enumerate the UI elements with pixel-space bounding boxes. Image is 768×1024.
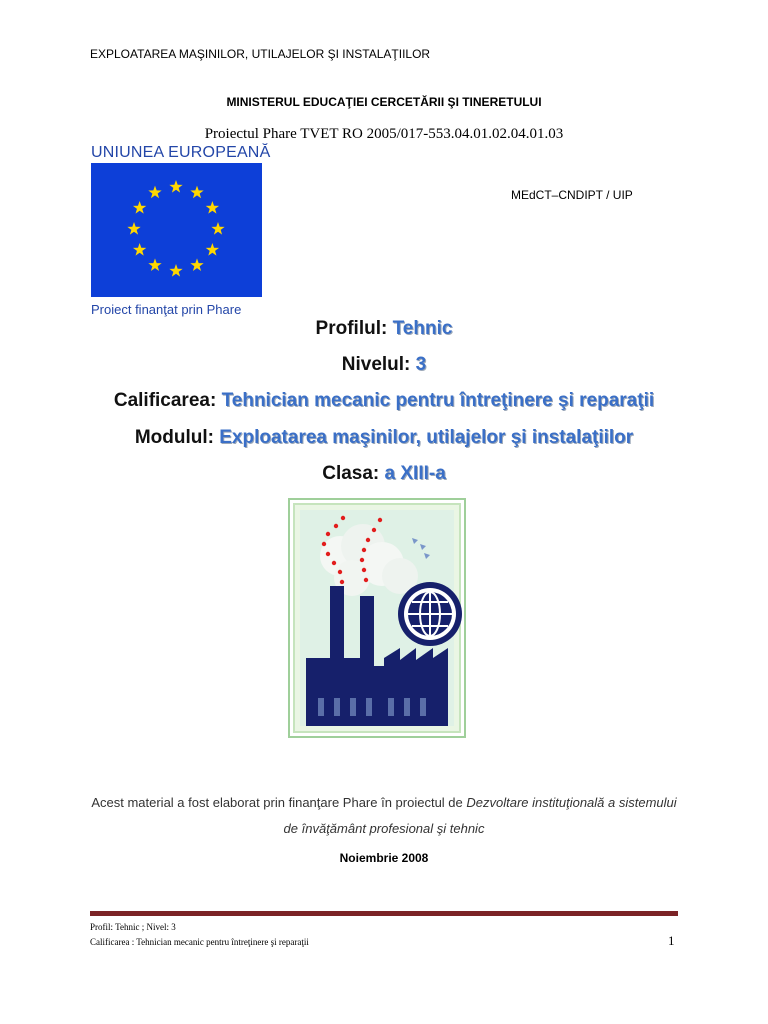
profile-value: Tehnic [392, 318, 453, 339]
publication-date: Noiembrie 2008 [339, 851, 429, 865]
funding-disclaimer [90, 790, 678, 842]
level-value: 3 [415, 354, 427, 375]
qualification-label: Calificarea: [113, 390, 217, 411]
footer-qualification-line: Calificarea : Tehnician mecanic pentru întreţinere şi reparaţii [90, 937, 309, 947]
level-row [0, 354, 768, 376]
ministry-title: MINISTERUL EDUCAŢIEI CERCETĂRII ŞI TINERETULUI [226, 95, 542, 109]
eu-flag-icon [91, 163, 262, 297]
eu-logo-caption: Proiect finanţat prin Phare [91, 302, 242, 317]
factory-globe-clipart-icon [288, 498, 466, 738]
footer-divider [90, 911, 678, 916]
class-value: a XIII-a [384, 463, 446, 484]
level-label: Nivelul: [341, 354, 411, 375]
module-value: Exploatarea maşinilor, utilajelor şi instalaţiilor [219, 427, 634, 448]
module-label: Modulul: [134, 427, 214, 448]
class-label: Clasa: [322, 463, 380, 484]
class-row [0, 463, 768, 485]
disclaimer-project-name: Dezvoltare instituţională a sistemului de învăţământ profesional şi tehnic [283, 795, 677, 836]
disclaimer-text: Acest material a fost elaborat prin finanţare Phare în proiectul de [91, 795, 467, 810]
footer-profile-line: Profil: Tehnic ; Nivel: 3 [90, 922, 176, 932]
profile-label: Profilul: [315, 318, 388, 339]
running-header: EXPLOATAREA MAŞINILOR, UTILAJELOR ŞI INSTALAŢIILOR [90, 47, 431, 61]
eu-logo-title: UNIUNEA EUROPEANĂ [91, 144, 271, 161]
page-number: 1 [668, 933, 675, 948]
project-code: Proiectul Phare TVET RO 2005/017-553.04.01.02.04.01.03 [204, 126, 564, 142]
qualification-row [0, 390, 768, 412]
qualification-value: Tehnician mecanic pentru întreţinere şi reparaţii [221, 390, 655, 411]
profile-row [0, 318, 768, 340]
agency-label: MEdCT–CNDIPT / UIP [511, 188, 633, 202]
module-row [0, 427, 768, 449]
